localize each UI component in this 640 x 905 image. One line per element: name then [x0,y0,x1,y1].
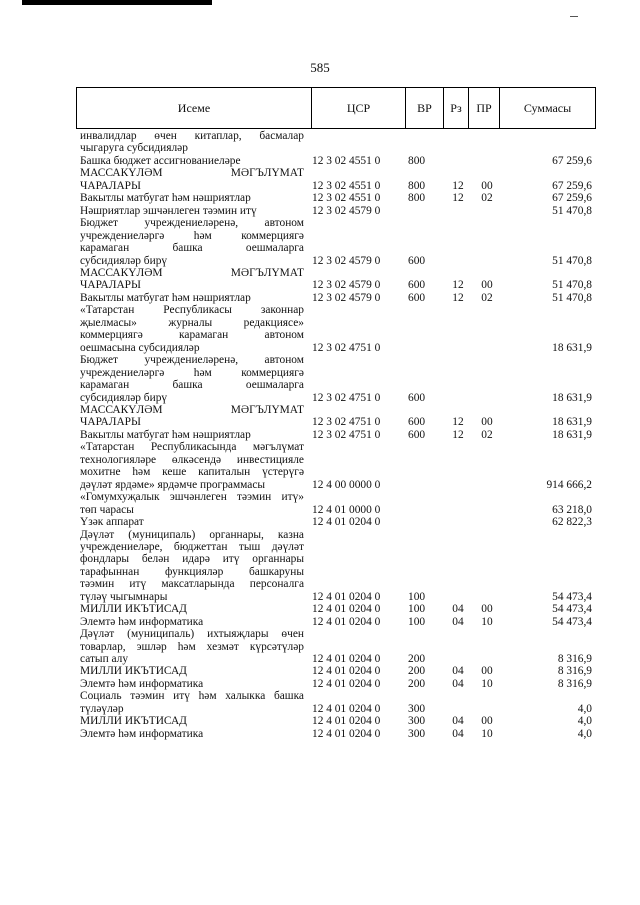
table-row [80,516,592,528]
row-name [80,529,304,604]
row-name-line: Бюджет учреждениеләренә, автоном [80,217,304,230]
table-row [80,267,592,292]
row-sum: 67 259,6 [552,179,592,192]
table-row [80,628,592,665]
row-pr: 02 [481,428,493,441]
row-name-line: Нәшриятлар эшчәнлеген тәэмин итү [80,204,257,217]
row-vr: 300 [408,702,426,715]
table-row [80,404,592,429]
row-name-line: МИЛЛИ ИКЪТИСАД [80,715,187,728]
row-name-line: субсидияләр бирү [80,391,168,404]
row-csr: 12 4 01 0204 0 [312,653,381,666]
table-header [76,87,596,129]
row-name [80,728,304,740]
table-row [80,130,592,155]
row-name-line: «Гомумхуҗалык эшчәнлеген тәэмин итү» [80,491,304,504]
row-vr: 200 [408,677,426,690]
row-sum: 18 631,9 [552,341,592,354]
row-csr: 12 4 01 0204 0 [312,603,381,616]
row-rz: 04 [452,603,464,616]
row-name [80,491,304,516]
row-csr: 12 4 01 0204 0 [312,516,381,529]
table-row [80,205,592,217]
row-name [80,130,304,155]
row-csr: 12 3 02 4751 0 [312,341,381,354]
row-csr: 12 3 02 4579 0 [312,204,381,217]
row-name-line: «Татарстан Республикасы законнар [80,304,304,317]
row-rz: 04 [452,615,464,628]
row-sum: 67 259,6 [552,154,592,167]
row-csr: 12 4 00 0000 0 [312,478,381,491]
row-vr: 100 [408,590,426,603]
row-name-line: Элемтә һәм информатика [80,615,204,628]
row-vr: 300 [408,727,426,740]
row-vr: 800 [408,179,426,192]
row-name [80,354,304,404]
row-pr: 02 [481,291,493,304]
row-name-line: инвалидлар өчен китаплар, басмалар [80,130,304,142]
row-csr: 12 4 01 0204 0 [312,665,381,678]
row-sum: 8 316,9 [557,677,592,690]
row-vr: 600 [408,416,426,429]
row-pr: 00 [481,603,493,616]
row-sum: 4,0 [577,702,592,715]
table-row [80,728,592,740]
header-csr: ЦСР [346,101,371,115]
table-row [80,529,592,604]
row-name-line: учреждениеләргә һәм коммерциягә [80,229,304,242]
row-name-line: Бюджет учреждениеләренә, автоном [80,354,304,367]
row-name-line: дәүләт ярдәме» ярдәмче программасы [80,478,266,491]
row-rz: 12 [452,291,464,304]
row-vr: 300 [408,715,426,728]
row-name-line: Социаль тәэмин итү һәм халыкка башка [80,690,304,703]
row-name-line: МАССАКҮЛӘМ МӘГЪЛҮМАТ [80,167,304,180]
header-name: Исеме [177,101,211,115]
row-name [80,603,304,615]
table-row [80,304,592,354]
header-sum: Суммасы [523,101,572,115]
row-sum: 54 473,4 [552,615,592,628]
header-pr: ПР [476,101,492,115]
row-name-line: Вакытлы матбугат һәм нәшриятлар [80,291,251,304]
row-rz: 04 [452,665,464,678]
row-sum: 8 316,9 [557,665,592,678]
row-name-line: җыелмасы» журналы редакциясе» [80,316,304,329]
row-sum: 54 473,4 [552,590,592,603]
row-name-line: технологияләре өлкәсендә инвестицияле [80,453,304,466]
header-vr: ВР [417,101,432,115]
row-name [80,690,304,715]
table-row [80,690,592,715]
row-vr: 200 [408,653,426,666]
row-name [80,429,304,441]
table-row [80,441,592,491]
row-name [80,678,304,690]
row-name [80,404,304,429]
row-name [80,616,304,628]
row-name-line: оешмасына субсидияләр [80,341,200,354]
row-name-line: МАССАКҮЛӘМ МӘГЪЛҮМАТ [80,266,304,279]
row-sum: 18 631,9 [552,416,592,429]
row-name-line: фондлары белән идарә итү органнары [80,553,304,566]
row-name-line: товарлар, эшләр һәм хезмәт күрсәтүләр [80,640,304,653]
row-pr: 02 [481,192,493,205]
row-csr: 12 3 02 4551 0 [312,154,381,167]
row-csr: 12 3 02 4751 0 [312,391,381,404]
row-name-line: Элемтә һәм информатика [80,677,204,690]
table-row [80,354,592,404]
row-sum: 67 259,6 [552,192,592,205]
row-name [80,267,304,292]
row-name-line: Дәүләт (муниципаль) ихтыяҗлары өчен [80,628,304,641]
row-name-line: чыгаруга субсидияләр [80,142,188,155]
row-name [80,715,304,727]
row-name [80,205,304,217]
row-pr: 00 [481,179,493,192]
row-sum: 18 631,9 [552,428,592,441]
table-row [80,616,592,628]
row-name-line: МИЛЛИ ИКЪТИСАД [80,603,187,616]
table-row [80,217,592,267]
row-name-line: ЧАРАЛАРЫ [80,416,141,429]
row-name-line: карамаган башка оешмаларга [80,379,304,392]
row-csr: 12 3 02 4551 0 [312,179,381,192]
row-name-line: учреждениеләре, бюджеттан тыш дәүләт [80,540,304,553]
row-vr: 600 [408,391,426,404]
row-sum: 51 470,8 [552,279,592,292]
row-name [80,292,304,304]
margin-mark [570,16,578,17]
row-vr: 600 [408,254,426,267]
top-rule [22,0,212,5]
table-row [80,192,592,204]
row-name-line: «Татарстан Республикасында мәгълүмат [80,441,304,454]
row-sum: 51 470,8 [552,291,592,304]
row-csr: 12 3 02 4751 0 [312,428,381,441]
row-rz: 12 [452,279,464,292]
row-rz: 12 [452,428,464,441]
row-name-line: ЧАРАЛАРЫ [80,279,141,292]
row-name-line: мохитне һәм кеше капиталын үстерүгә [80,466,304,479]
row-name [80,665,304,677]
row-name-line: карамаган башка оешмаларга [80,242,304,255]
row-vr: 800 [408,192,426,205]
row-name-line: сатып алу [80,653,129,666]
row-sum: 914 666,2 [546,478,592,491]
row-sum: 4,0 [577,727,592,740]
row-name-line: МАССАКҮЛӘМ МӘГЪЛҮМАТ [80,403,304,416]
row-csr: 12 4 01 0204 0 [312,727,381,740]
header-rz: Рз [450,101,462,115]
row-csr: 12 3 02 4579 0 [312,254,381,267]
row-sum: 63 218,0 [552,503,592,516]
row-rz: 04 [452,715,464,728]
row-vr: 800 [408,154,426,167]
row-csr: 12 3 02 4751 0 [312,416,381,429]
row-name [80,192,304,204]
row-vr: 600 [408,279,426,292]
row-csr: 12 3 02 4551 0 [312,192,381,205]
row-name-line: Дәүләт (муниципаль) органнары, казна [80,528,304,541]
row-sum: 62 822,3 [552,516,592,529]
row-name-line: Башка бюджет ассигнованиеләре [80,154,241,167]
row-csr: 12 4 01 0204 0 [312,715,381,728]
row-rz: 12 [452,416,464,429]
table-row [80,167,592,192]
row-name [80,217,304,267]
row-pr: 00 [481,416,493,429]
row-name-line: тарафыннан функцияләр башкаруны [80,565,304,578]
row-name [80,441,304,491]
row-pr: 00 [481,665,493,678]
row-name-line: Үзәк аппарат [80,516,144,529]
row-csr: 12 4 01 0204 0 [312,702,381,715]
row-name-line: субсидияләр бирү [80,254,168,267]
row-sum: 8 316,9 [557,653,592,666]
row-csr: 12 4 01 0204 0 [312,677,381,690]
table-row [80,155,592,167]
row-name [80,155,304,167]
row-vr: 600 [408,428,426,441]
row-name-line: МИЛЛИ ИКЪТИСАД [80,665,187,678]
row-name-line: ЧАРАЛАРЫ [80,179,141,192]
row-name-line: коммерциягә карамаган автоном [80,329,304,342]
table-row [80,491,592,516]
row-csr: 12 3 02 4579 0 [312,291,381,304]
row-csr: 12 4 01 0000 0 [312,503,381,516]
row-rz: 04 [452,677,464,690]
row-pr: 10 [481,727,493,740]
row-vr: 100 [408,615,426,628]
row-name [80,516,304,528]
row-sum: 4,0 [577,715,592,728]
table-row [80,715,592,727]
table-row [80,429,592,441]
row-name-line: түләүләр [80,702,124,715]
row-name-line: Вакытлы матбугат һәм нәшриятлар [80,192,251,205]
row-csr: 12 3 02 4579 0 [312,279,381,292]
table-row [80,678,592,690]
row-pr: 10 [481,677,493,690]
row-sum: 54 473,4 [552,603,592,616]
row-pr: 10 [481,615,493,628]
row-name-line: Вакытлы матбугат һәм нәшриятлар [80,428,251,441]
row-rz: 04 [452,727,464,740]
row-vr: 100 [408,603,426,616]
row-pr: 00 [481,715,493,728]
row-sum: 51 470,8 [552,204,592,217]
table-row [80,665,592,677]
row-name-line: учреждениеләргә һәм коммерциягә [80,366,304,379]
row-name [80,304,304,354]
row-name-line: Элемтә һәм информатика [80,727,204,740]
row-csr: 12 4 01 0204 0 [312,615,381,628]
row-pr: 00 [481,279,493,292]
table-row [80,292,592,304]
row-sum: 51 470,8 [552,254,592,267]
row-name [80,167,304,192]
row-name-line: тәэмин итү максатларында персоналга [80,578,304,591]
table-row [80,603,592,615]
row-name-line: түләү чыгымнары [80,590,168,603]
page-number: 585 [310,60,330,75]
row-csr: 12 4 01 0204 0 [312,590,381,603]
row-name [80,628,304,665]
row-vr: 200 [408,665,426,678]
row-vr: 600 [408,291,426,304]
row-sum: 18 631,9 [552,391,592,404]
row-rz: 12 [452,179,464,192]
table-body [80,130,592,740]
row-rz: 12 [452,192,464,205]
row-name-line: төп чарасы [80,503,134,516]
